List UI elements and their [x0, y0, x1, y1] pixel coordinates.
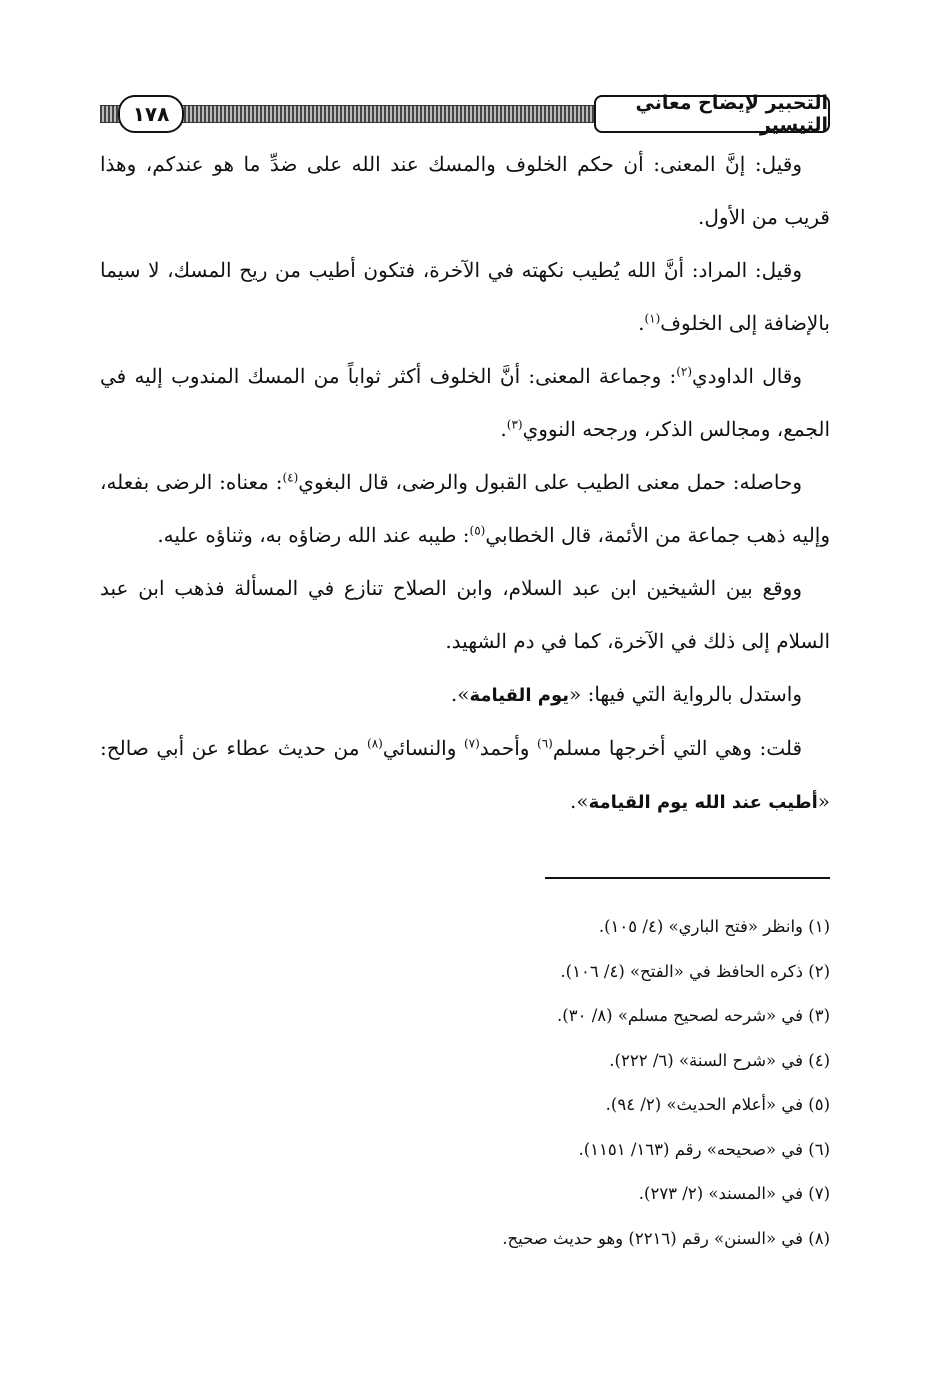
page-header: [100, 93, 830, 135]
paragraph-text: وحاصله: حمل معنى الطيب على القبول والرضى، قال البغوي: [298, 470, 802, 494]
quoted-phrase: يوم القيامة: [469, 685, 569, 706]
page-number: ١٧٨: [118, 95, 184, 133]
paragraph-7: [100, 722, 830, 829]
footnote: (٤) في «شرح السنة» (٦/ ٢٢٢).: [609, 1050, 830, 1070]
footnote: (٥) في «أعلام الحديث» (٢/ ٩٤).: [605, 1095, 830, 1114]
quoted-phrase: أطيب عند الله يوم القيامة: [588, 792, 818, 813]
footnotes-list: [100, 905, 830, 1261]
paragraph-tail: ».: [450, 682, 470, 706]
footnote: (٦) في «صحيحه» رقم (١٦٣/ ١١٥١).: [578, 1139, 830, 1159]
footnote: (٨) في «السنن» رقم (٢٢١٦) وهو حديث صحيح.: [502, 1228, 830, 1248]
footnote-ref: (٧): [463, 736, 480, 751]
paragraph-tail: : وجماعة المعنى: أنَّ الخلوف أكثر ثواباً من المسك المندوب إليه في الجمع، ومجالس الذكر، ورجحه النووي: [100, 364, 830, 441]
footnote: (٧) في «المسند» (٢/ ٢٧٣).: [638, 1184, 830, 1203]
paragraph-tail: .: [638, 311, 645, 335]
paragraph-tail: ».: [570, 789, 589, 813]
footnote-ref: (٥): [469, 523, 486, 538]
paragraph-tail: : معناه: الرضى بفعله، وإليه ذهب جماعة من الأئمة، قال الخطابي: [100, 470, 830, 547]
paragraph-text: وقيل: إنَّ المعنى: أن حكم الخلوف والمسك عند الله على ضدِّ ما هو عندكم، وهذا قريب من الأول.: [100, 152, 830, 229]
footnote-separator: [545, 877, 830, 879]
paragraph-tail: : طيبه عند الله رضاؤه به، وثناؤه عليه.: [157, 523, 470, 547]
paragraph-3: [100, 350, 830, 456]
footnote-ref: (١): [644, 311, 661, 326]
footnote-ref: (٨): [367, 736, 383, 751]
paragraph-1: [100, 138, 830, 244]
paragraph-text: وقال الداودي: [692, 364, 803, 388]
paragraph-4: [100, 456, 830, 562]
paragraph-text: ووقع بين الشيخين ابن عبد السلام، وابن الصلاح تنازع في المسألة فذهب ابن عبد السلام إلى ذلك في الآخرة، كما في دم الشهيد.: [100, 576, 830, 653]
paragraph-tail: .: [500, 417, 507, 441]
main-text: [100, 138, 830, 829]
paragraph-text: وقيل: المراد: أنَّ الله يُطيب نكهته في الآخرة، فتكون أطيب من ريح المسك، لا سيما بالإضافة إلى الخلوف: [100, 258, 830, 335]
paragraph-5: [100, 562, 830, 668]
footnote-ref: (٦): [537, 736, 553, 751]
paragraph-6: [100, 668, 830, 722]
paragraph-text: قلت: وهي التي أخرجها مسلم: [552, 736, 803, 760]
footnote-ref: (٣): [506, 417, 523, 432]
paragraph-2: [100, 244, 830, 350]
footnote-ref: (٤): [282, 470, 299, 485]
paragraph-text: واستدل بالرواية التي فيها: «: [569, 682, 802, 706]
paragraph-tail: وأحمد: [479, 736, 537, 760]
paragraph-tail: من حديث عطاء عن أبي صالح: «: [100, 736, 830, 813]
footnote: (٢) ذكره الحافظ في «الفتح» (٤/ ١٠٦).: [560, 961, 830, 981]
paragraph-tail: والنسائي: [382, 736, 464, 760]
footnote-ref: (٢): [676, 364, 693, 379]
book-title: التحبير لإيضاح معاني التيسير: [594, 95, 830, 133]
footnote: (٣) في «شرحه لصحيح مسلم» (٨/ ٣٠).: [557, 1006, 830, 1025]
footnote: (١) وانظر «فتح الباري» (٤/ ١٠٥).: [598, 917, 830, 936]
